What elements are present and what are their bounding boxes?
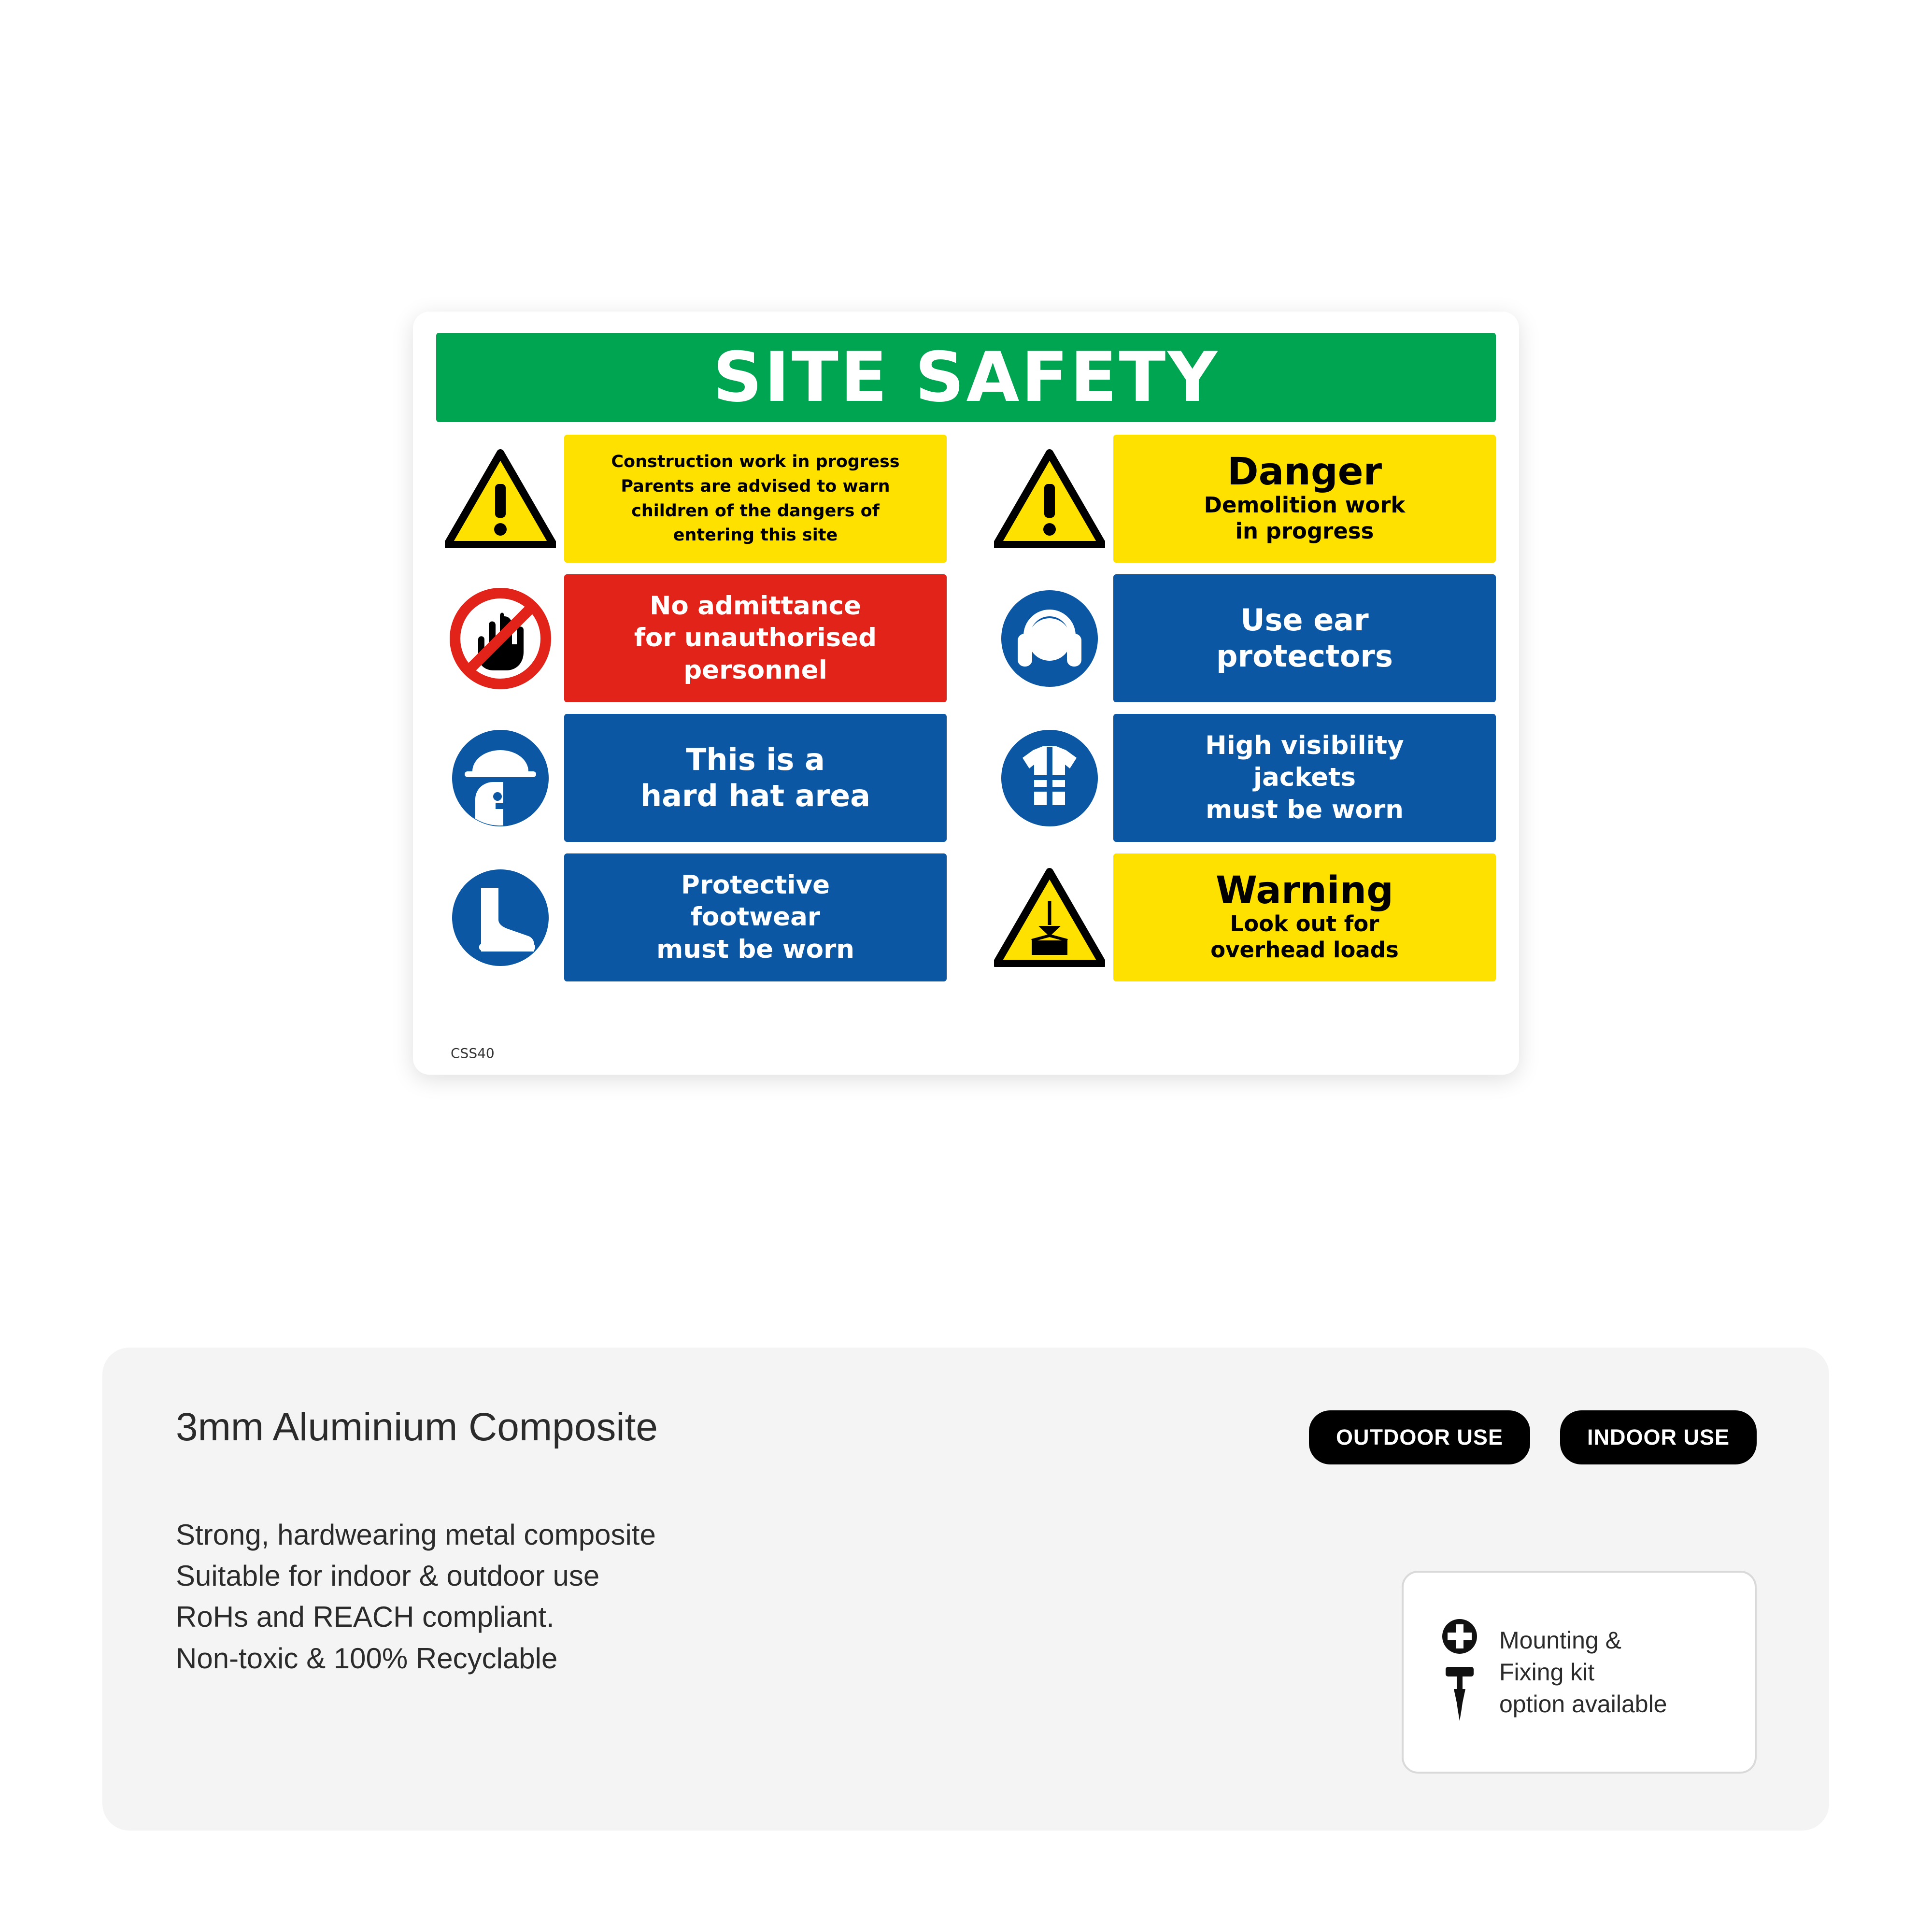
sign-panel: [436, 435, 947, 563]
screw-head-icon: [1440, 1617, 1479, 1656]
fixing-kit-line: Mounting &: [1499, 1627, 1621, 1654]
sign-panel: [985, 714, 1496, 842]
message-line: in progress: [1235, 518, 1374, 544]
message-line: children of the dangers of: [631, 501, 880, 521]
message-headline: Warning: [1216, 868, 1393, 912]
message-line: protectors: [1216, 638, 1393, 674]
message-line: must be worn: [656, 934, 854, 964]
sign-title-text: SITE SAFETY: [712, 338, 1220, 417]
fixing-kit-line: Fixing kit: [1499, 1659, 1595, 1686]
material-info-card: [102, 1348, 1829, 1831]
message-line: Protective: [681, 870, 830, 900]
description-line: Non-toxic & 100% Recyclable: [176, 1642, 558, 1675]
sign-panel-message: [564, 574, 947, 702]
message-line: must be worn: [1206, 795, 1404, 824]
message-line: Construction work in progress: [611, 452, 900, 471]
ear-protection-icon: [985, 574, 1113, 702]
sign-product-code: CSS40: [451, 1045, 495, 1061]
message-line: No admittance: [650, 591, 861, 621]
sign-panel-message: [564, 853, 947, 981]
message-line: footwear: [690, 902, 821, 932]
message-line: Parents are advised to warn: [621, 476, 890, 496]
sign-panel-message: [564, 435, 947, 563]
message-line: High visibility: [1205, 731, 1404, 761]
fixing-kit-text: [1499, 1624, 1667, 1720]
description-line: Suitable for indoor & outdoor use: [176, 1560, 600, 1592]
screw-icon: [1443, 1664, 1477, 1728]
usage-badges: [1309, 1410, 1757, 1464]
message-line: This is a: [686, 742, 825, 778]
description-line: Strong, hardwearing metal composite: [176, 1519, 656, 1551]
sign-panel: [436, 574, 947, 702]
message-line: for unauthorised: [634, 623, 877, 653]
sign-panel-message: [1113, 853, 1496, 981]
no-unauthorised-entry-icon: [436, 574, 564, 702]
sign-panel: [985, 574, 1496, 702]
sign-title-bar: [436, 333, 1496, 422]
material-description: [176, 1514, 656, 1679]
description-line: RoHs and REACH compliant.: [176, 1601, 554, 1634]
sign-panel: [985, 435, 1496, 563]
safety-boots-icon: [436, 853, 564, 981]
sign-panel: [436, 853, 947, 981]
fixing-kit-icons: [1431, 1617, 1489, 1728]
sign-panel: [436, 714, 947, 842]
sign-panel: [985, 853, 1496, 981]
message-line: hard hat area: [640, 778, 871, 813]
warning-triangle-icon: [436, 435, 564, 563]
badge-indoor-use: INDOOR USE: [1560, 1410, 1757, 1464]
sign-panel-message: [564, 714, 947, 842]
message-line: personnel: [683, 655, 827, 685]
sign-panel-message: [1113, 714, 1496, 842]
hard-hat-icon: [436, 714, 564, 842]
hi-vis-jacket-icon: [985, 714, 1113, 842]
badge-outdoor-use: OUTDOOR USE: [1309, 1410, 1530, 1464]
sign-panel-message: [1113, 574, 1496, 702]
overhead-load-warning-icon: [985, 853, 1113, 981]
message-line: entering this site: [673, 526, 838, 545]
message-line: overhead loads: [1210, 937, 1399, 963]
message-line: Demolition work: [1204, 492, 1406, 518]
material-title: 3mm Aluminium Composite: [176, 1405, 658, 1449]
warning-triangle-icon: [985, 435, 1113, 563]
message-line: Look out for: [1230, 910, 1379, 937]
fixing-kit-box: [1402, 1571, 1757, 1774]
message-headline: Danger: [1227, 450, 1382, 494]
sign-panel-grid: [436, 435, 1496, 981]
sign-panel-message: [1113, 435, 1496, 563]
message-line: Use ear: [1240, 602, 1369, 638]
fixing-kit-line: option available: [1499, 1690, 1667, 1718]
site-safety-sign: [413, 312, 1519, 1075]
message-line: jackets: [1253, 763, 1356, 793]
